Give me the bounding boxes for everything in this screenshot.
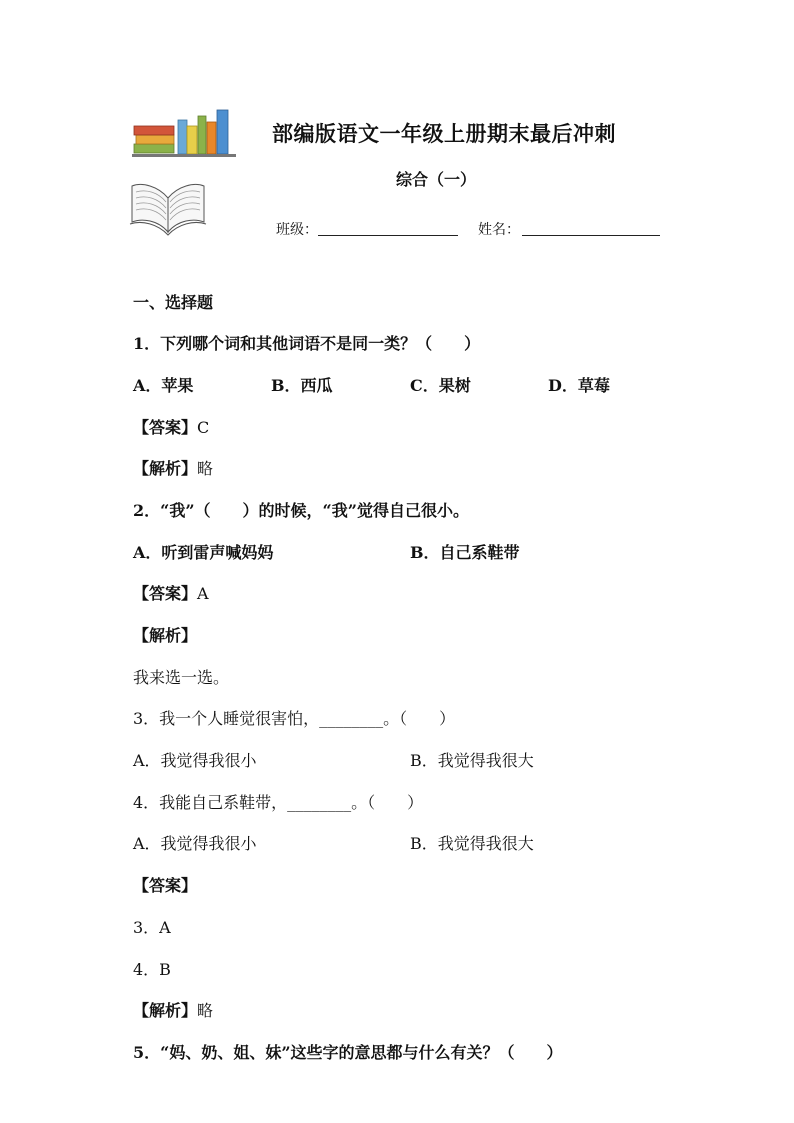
option-a: A．听到雷声喊妈妈 [133, 543, 274, 562]
class-blank [318, 235, 458, 236]
option-d: D．草莓 [548, 376, 610, 395]
analysis-value: 略 [197, 459, 214, 478]
option-a: A．我觉得我很小 [133, 834, 257, 853]
question-1-options [133, 373, 733, 395]
question-5-stem: 5．“妈、奶、姐、妹”这些字的意思都与什么有关？（ ） [133, 1043, 563, 1062]
answer-label: 【答案】 [133, 418, 198, 437]
option-b: B．我觉得我很大 [410, 834, 534, 853]
question-2-answer [133, 581, 209, 604]
answer-3: 3．A [133, 918, 171, 937]
books-stack-illustration [132, 106, 236, 158]
page-subtitle: 综合（一） [396, 170, 477, 189]
option-b: B．西瓜 [271, 376, 333, 395]
group-answer-label: 【答案】 [133, 876, 198, 895]
question-4-options [133, 831, 733, 853]
answer-value: C [197, 418, 210, 437]
open-book-illustration [128, 178, 208, 236]
option-a: A．我觉得我很小 [133, 751, 257, 770]
answer-4: 4．B [133, 960, 171, 979]
section-heading: 一、选择题 [133, 293, 214, 312]
group-intro: 我来选一选。 [133, 668, 230, 687]
option-c: C．果树 [410, 376, 471, 395]
question-1-analysis [133, 456, 213, 479]
name-label: 姓名： [478, 222, 520, 238]
question-2-analysis: 【解析】 [133, 626, 198, 645]
page-title: 部编版语文一年级上册期末最后冲刺 [272, 121, 616, 146]
answer-label: 【答案】 [133, 584, 198, 603]
option-b: B．自己系鞋带 [410, 543, 520, 562]
name-blank [522, 235, 660, 236]
class-label: 班级： [276, 222, 318, 238]
question-2-options [133, 540, 733, 562]
question-1-stem: 1．下列哪个词和其他词语不是同一类？（ ） [133, 334, 481, 353]
question-3-options [133, 748, 733, 770]
question-3-stem: 3．我一个人睡觉很害怕，________。（ ） [133, 709, 456, 728]
option-a: A．苹果 [133, 376, 194, 395]
option-b: B．我觉得我很大 [410, 751, 534, 770]
answer-value: A [197, 584, 209, 603]
analysis-label: 【解析】 [133, 459, 198, 478]
question-2-stem: 2．“我”（ ）的时候，“我”觉得自己很小。 [133, 501, 469, 520]
analysis-label: 【解析】 [133, 1001, 198, 1020]
question-4-stem: 4．我能自己系鞋带，________。（ ） [133, 793, 424, 812]
question-1-answer [133, 415, 209, 438]
analysis-value: 略 [197, 1001, 214, 1020]
group-analysis [133, 998, 213, 1021]
